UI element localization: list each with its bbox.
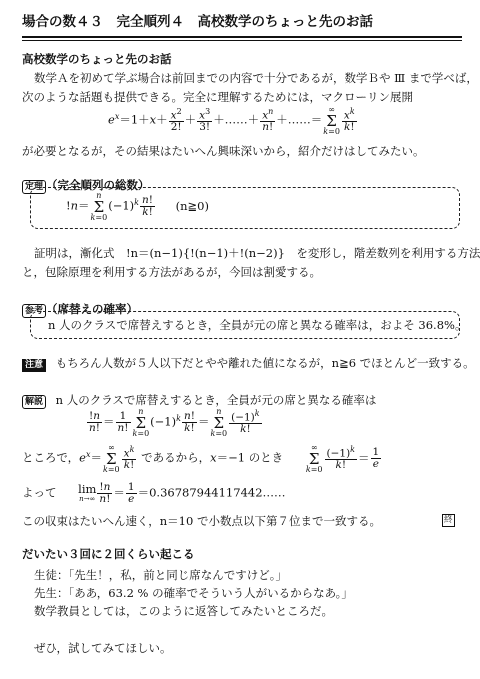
header-rule [22, 36, 462, 38]
header-rule-thin [22, 40, 462, 41]
note-line [22, 355, 475, 372]
intro-line-2: 次のような話題も提供できる。完全に理解するためには，マクローリン展開 [22, 90, 413, 104]
explanation-line-1: 解説 n 人のクラスで席替えするとき，全員が元の席と異なる確率は [22, 392, 376, 409]
proof-line-1: 証明は，漸化式 !n＝(n−1){!(n−1)＋!(n−2)} を変形し，階差数列を利用する方法 [34, 246, 480, 260]
theorem-condition: (n≧0) [175, 198, 209, 213]
explanation-tag: 解説 [22, 395, 46, 409]
intro-line-3: が必要となるが，その結果はたいへん興味深いから，紹介だけはしてみたい。 [22, 144, 425, 158]
tokoro-line: ところで，$e^x=\infty$ Σ k=0 $\frac{x^k}{k!}$ であるから，x＝−1 のとき ∞ Σ k=0 $\frac{(-1)^k}{k!}$ ＝ $\frac{1}{e}$ [22, 443, 380, 474]
maclaurin-formula: $e^x=1+x+$ $\frac{x^2}{2!}$ ＋ $\frac{x^3}{3!}$ ＋……＋ $\frac{x^n}{n!}$ ＋……＝∞ Σ k=0 $\frac{x^k}{k!}$ [108, 105, 355, 136]
page-title: 場合の数４３ 完全順列４ 高校数学のちょっと先のお話 [22, 14, 373, 30]
theorem-formula: !n＝n Σ $k=0(-1)^k$ $\frac{n!}{k!}$ (n≧0) [66, 191, 209, 222]
intro-heading: 高校数学のちょっと先のお話 [22, 52, 172, 66]
proof-line-2: と，包除原理を利用する方法があるが，今回は割愛する。 [22, 265, 321, 279]
limit-value: ＝0.36787944117442…… [137, 485, 286, 500]
closing-heading: だいたい３回に２回くらい起こる [22, 547, 195, 561]
closing-last: ぜひ，試してみてほしい。 [34, 641, 172, 655]
probability-formula: $\frac{!n}{n!}$ ＝ $\frac{1}{n!}$ n Σ $k=0(-1)^k$ $\frac{n!}{k!}$ ＝n Σ k=0 $\frac{(-1)^k}{k!}$ [89, 407, 260, 438]
note-text: もちろん人数が５人以下だとやや離れた値になるが，n≧6 でほとんど一致する。 [55, 356, 475, 370]
closing-reflection: 数学教員としては，このように返答してみたいところだ。 [34, 604, 333, 618]
note-tag: 注意 [22, 359, 46, 372]
closing-student: 生徒：「先生！，私，前と同じ席なんですけど。」 [34, 568, 287, 582]
intro-line-1: 数学Ａを初めて学ぶ場合は前回までの内容で十分であるが，数学Ｂや Ⅲ まで学べば， [34, 71, 478, 85]
end-mark: 終 [444, 515, 453, 525]
theorem-title: （完全順列の総数） [46, 178, 150, 192]
reference-tag: 参考 [22, 304, 46, 318]
limit-line: よって lim n→∞ $\frac{!n}{n!}$ ＝ $\frac{1}{e}$ ＝0.36787944117442…… [22, 481, 286, 506]
theorem-tag: 定理 [22, 180, 46, 194]
reference-title: （席替えの確率） [46, 302, 139, 316]
closing-teacher: 先生：「ああ，63.2 % の確率でそういう人がいるからなあ。」 [34, 586, 353, 600]
explanation-final: この収束はたいへん速く，n＝10 で小数点以下第７位まで一致する。 [22, 514, 381, 528]
reference-text: n 人のクラスで席替えするとき，全員が元の席と異なる確率は，およそ 36.8%。 [48, 318, 467, 332]
